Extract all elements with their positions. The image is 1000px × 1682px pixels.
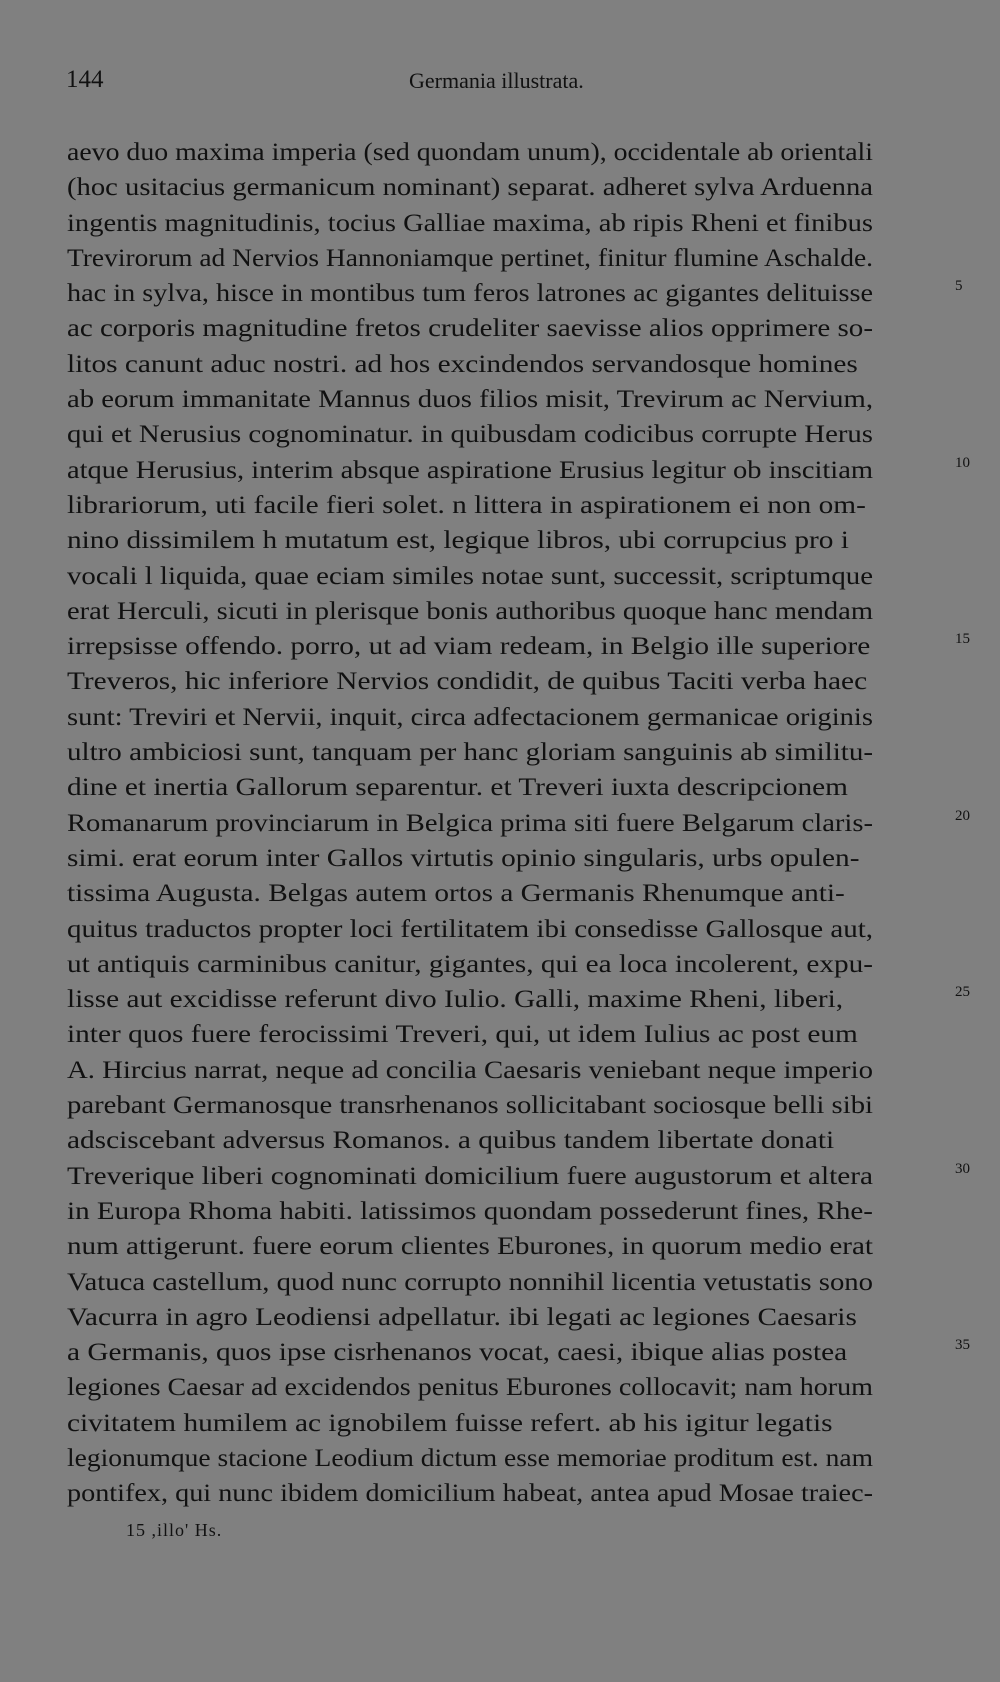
- text-line: [67, 1052, 947, 1087]
- text-line: [67, 134, 947, 169]
- line-text: hac in sylva, hisce in montibus tum feros latrones ac gigantes delituisse: [67, 278, 873, 308]
- text-line: [67, 169, 947, 204]
- line-text: A. Hircius narrat, neque ad concilia Caesaris veniebant neque imperio: [67, 1054, 873, 1084]
- line-text: civitatem humilem ac ignobilem fuisse refert. ab his igitur legatis: [67, 1407, 833, 1437]
- line-number: 25: [955, 984, 970, 1001]
- text-line: [67, 1158, 970, 1193]
- line-text: parebant Germanosque transrhenanos sollicitabant sociosque belli sibi: [67, 1090, 874, 1120]
- line-text: sunt: Treviri et Nervii, inquit, circa adfectacionem germanicae originis: [67, 701, 873, 731]
- text-line: [67, 1475, 947, 1510]
- line-text: dine et inertia Gallorum separentur. et Treveri iuxta descripcionem: [67, 772, 848, 802]
- text-line: [67, 734, 947, 769]
- text-line: [67, 875, 947, 910]
- text-line: [67, 558, 947, 593]
- text-line: [67, 1369, 947, 1404]
- line-text: irrepsisse offendo. porro, ut ad viam redeam, in Belgio ille superiore: [67, 631, 871, 661]
- text-line: [67, 1440, 947, 1475]
- text-line: [67, 240, 947, 275]
- line-text: ac corporis magnitudine fretos crudeliter saevisse alios opprimere so-: [67, 313, 873, 343]
- line-text: qui et Nerusius cognominatur. in quibusdam codicibus corrupte Herus: [67, 419, 873, 449]
- line-text: legionumque stacione Leodium dictum esse memoriae proditum est. nam: [67, 1442, 873, 1472]
- line-text: ultro ambiciosi sunt, tanquam per hanc gloriam sanguinis ab similitu-: [67, 737, 873, 767]
- line-text: ab eorum immanitate Mannus duos filios misit, Trevirum ac Nervium,: [67, 384, 873, 414]
- text-line: [67, 946, 947, 981]
- line-text: librariorum, uti facile fieri solet. n littera in aspirationem ei non om-: [67, 489, 866, 519]
- line-text: litos canunt aduc nostri. ad hos excindendos servandosque homines: [67, 348, 858, 378]
- text-line: [67, 310, 947, 345]
- line-text: lisse aut excidisse referunt divo Iulio. Galli, maxime Rheni, liberi,: [67, 984, 844, 1014]
- line-text: inter quos fuere ferocissimi Treveri, qui, ut idem Iulius ac post eum: [67, 1019, 858, 1049]
- line-text: tissima Augusta. Belgas autem ortos a Germanis Rhenumque anti-: [67, 878, 845, 908]
- text-line: [67, 663, 947, 698]
- text-line: [67, 346, 947, 381]
- line-number: 5: [955, 278, 963, 295]
- line-text: aevo duo maxima imperia (sed quondam unum), occidentale ab orientali: [67, 137, 873, 166]
- line-text: legiones Caesar ad excidendos penitus Eburones collocavit; nam horum: [67, 1372, 873, 1402]
- text-line: [67, 911, 947, 946]
- text-line: [67, 699, 947, 734]
- line-text: adsciscebant adversus Romanos. a quibus tandem libertate donati: [67, 1125, 835, 1155]
- text-line: [67, 805, 970, 840]
- line-text: Vacurra in agro Leodiensi adpellatur. ibi legati ac legiones Caesaris: [67, 1301, 857, 1331]
- line-text: a Germanis, quos ipse cisrhenanos vocat, caesi, ibique alias postea: [67, 1337, 848, 1367]
- text-line: [67, 1193, 947, 1228]
- text-line: [67, 487, 947, 522]
- text-line: [67, 1228, 947, 1263]
- line-text: pontifex, qui nunc ibidem domicilium habeat, antea apud Mosae traiec-: [67, 1478, 873, 1508]
- text-line: [67, 416, 947, 451]
- line-text: atque Herusius, interim absque aspiratione Erusius legitur ob inscitiam: [67, 454, 873, 484]
- text-line: [67, 1016, 947, 1051]
- running-title: Germania illustrata.: [409, 68, 584, 93]
- line-text: Romanarum provinciarum in Belgica prima siti fuere Belgarum claris-: [67, 807, 873, 837]
- line-text: num attigerunt. fuere eorum clientes Eburones, in quorum medio erat: [67, 1231, 873, 1261]
- line-text: Treveros, hic inferiore Nervios condidit, de quibus Taciti verba haec: [67, 666, 868, 696]
- line-number: 15: [955, 631, 970, 648]
- line-text: ut antiquis carminibus canitur, gigantes, qui ea loca incolerent, expu-: [67, 948, 873, 978]
- text-line: [67, 1334, 970, 1369]
- line-text: Treverique liberi cognominati domicilium fuere augustorum et altera: [67, 1160, 873, 1190]
- body-text: [67, 134, 970, 1511]
- text-line: [67, 981, 970, 1016]
- line-text: nino dissimilem h mutatum est, legique libros, ubi corrupcius pro i: [67, 525, 849, 555]
- text-line: [67, 593, 947, 628]
- line-number: 20: [955, 807, 970, 824]
- text-line: [67, 769, 947, 804]
- line-text: ingentis magnitudinis, tocius Galliae maxima, ab ripis Rheni et finibus: [67, 207, 873, 237]
- line-text: quitus traductos propter loci fertilitatem ibi consedisse Gallosque aut,: [67, 913, 873, 943]
- page-number: 144: [66, 66, 104, 93]
- line-text: erat Herculi, sicuti in plerisque bonis authoribus quoque hanc mendam: [67, 595, 873, 625]
- line-text: Trevirorum ad Nervios Hannoniamque pertinet, finitur flumine Aschalde.: [67, 242, 873, 272]
- line-text: simi. erat eorum inter Gallos virtutis opinio singularis, urbs opulen-: [67, 842, 860, 872]
- line-number: 10: [955, 454, 970, 471]
- line-number: 30: [955, 1160, 970, 1177]
- line-text: Vatuca castellum, quod nunc corrupto nonnihil licentia vetustatis sono: [67, 1266, 873, 1296]
- text-line: [67, 1122, 947, 1157]
- text-line: [67, 840, 947, 875]
- line-text: vocali l liquida, quae eciam similes notae sunt, successit, scriptumque: [67, 560, 874, 590]
- page-header: [66, 66, 946, 106]
- text-line: [67, 275, 963, 310]
- text-line: [67, 1299, 947, 1334]
- text-line: [67, 452, 970, 487]
- line-text: in Europa Rhoma habiti. latissimos quondam possederunt fines, Rhe-: [67, 1195, 873, 1225]
- text-line: [67, 381, 947, 416]
- text-line: [67, 205, 947, 240]
- line-text: (hoc usitacius germanicum nominant) separat. adheret sylva Arduenna: [67, 172, 873, 202]
- text-line: [67, 1087, 947, 1122]
- text-line: [67, 522, 947, 557]
- line-number: 35: [955, 1337, 970, 1354]
- footnote: 15 ,illo' Hs.: [126, 1520, 223, 1540]
- text-line: [67, 1264, 947, 1299]
- text-line: [67, 628, 970, 663]
- text-line: [67, 1405, 947, 1440]
